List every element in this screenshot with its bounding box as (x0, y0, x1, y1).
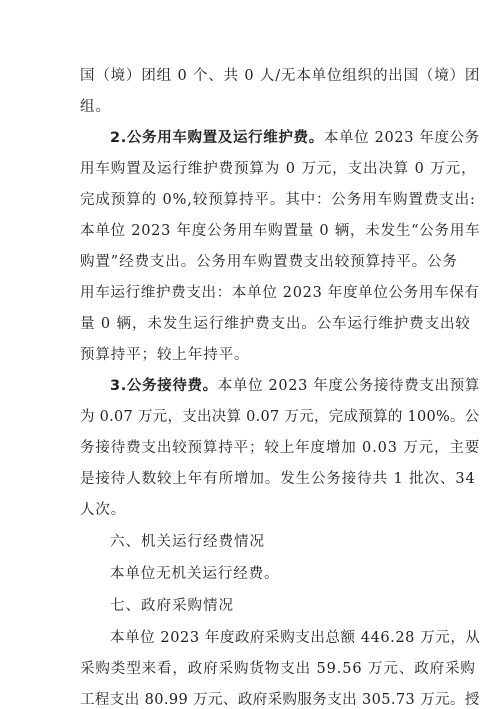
section-heading-operating-costs: 六、机关运行经费情况 (110, 534, 265, 550)
subheading-reception-costs: 3.公务接待费。 (110, 378, 218, 394)
subheading-vehicle-costs: 2.公务用车购置及运行维护费。 (110, 130, 324, 146)
paragraph-line: 人次。 (80, 502, 127, 518)
paragraph-line: 采购类型来看，政府采购货物支出 59.56 万元、政府采购 (80, 661, 476, 677)
paragraph-line: 购置”经费支出。公务用车购置费支出较预算持平。公务 (80, 254, 458, 270)
paragraph-line: 为 0.07 万元，支出决算 0.07 万元，完成预算的 100%。公 (80, 409, 480, 425)
paragraph-line: 是接待人数较上年有所增加。发生公务接待共 1 批次、34 (80, 471, 476, 487)
paragraph-line (110, 374, 480, 395)
paragraph-line: 用车购置及运行维护费预算为 0 万元，支出决算 0 万元， (80, 161, 477, 177)
paragraph-line: 预算持平；较上年持平。 (80, 347, 250, 363)
section-heading-procurement: 七、政府采购情况 (110, 598, 234, 614)
paragraph-line: 完成预算的 0%,较预算持平。其中：公务用车购置费支出: (80, 192, 476, 208)
paragraph-line: 务接待费支出较预算持平；较上年度增加 0.03 万元，主要 (80, 440, 481, 456)
paragraph-line: 本单位 2023 年度政府采购支出总额 446.28 万元，从 (110, 630, 481, 646)
paragraph-line (110, 126, 480, 147)
paragraph-text: 本单位 2023 年度公务接待费支出预算 (217, 378, 480, 394)
paragraph-line: 国（境）团组 0 个、共 0 人/无本单位组织的出国（境）团 (80, 68, 481, 84)
paragraph-text: 本单位 2023 年度公务 (323, 130, 480, 146)
paragraph-line: 用车运行维护费支出：本单位 2023 年度单位公务用车保有 (80, 285, 480, 301)
paragraph-line: 量 0 辆，未发生运行维护费支出。公车运行维护费支出较 (80, 316, 471, 332)
paragraph-line: 工程支出 80.99 万元、政府采购服务支出 305.73 万元。授 (80, 692, 480, 708)
paragraph-line: 组。 (80, 99, 111, 115)
paragraph-line: 本单位 2023 年度公务用车购置量 0 辆，未发生“公务用车 (80, 223, 481, 239)
paragraph-line: 本单位无机关运行经费。 (110, 566, 280, 582)
